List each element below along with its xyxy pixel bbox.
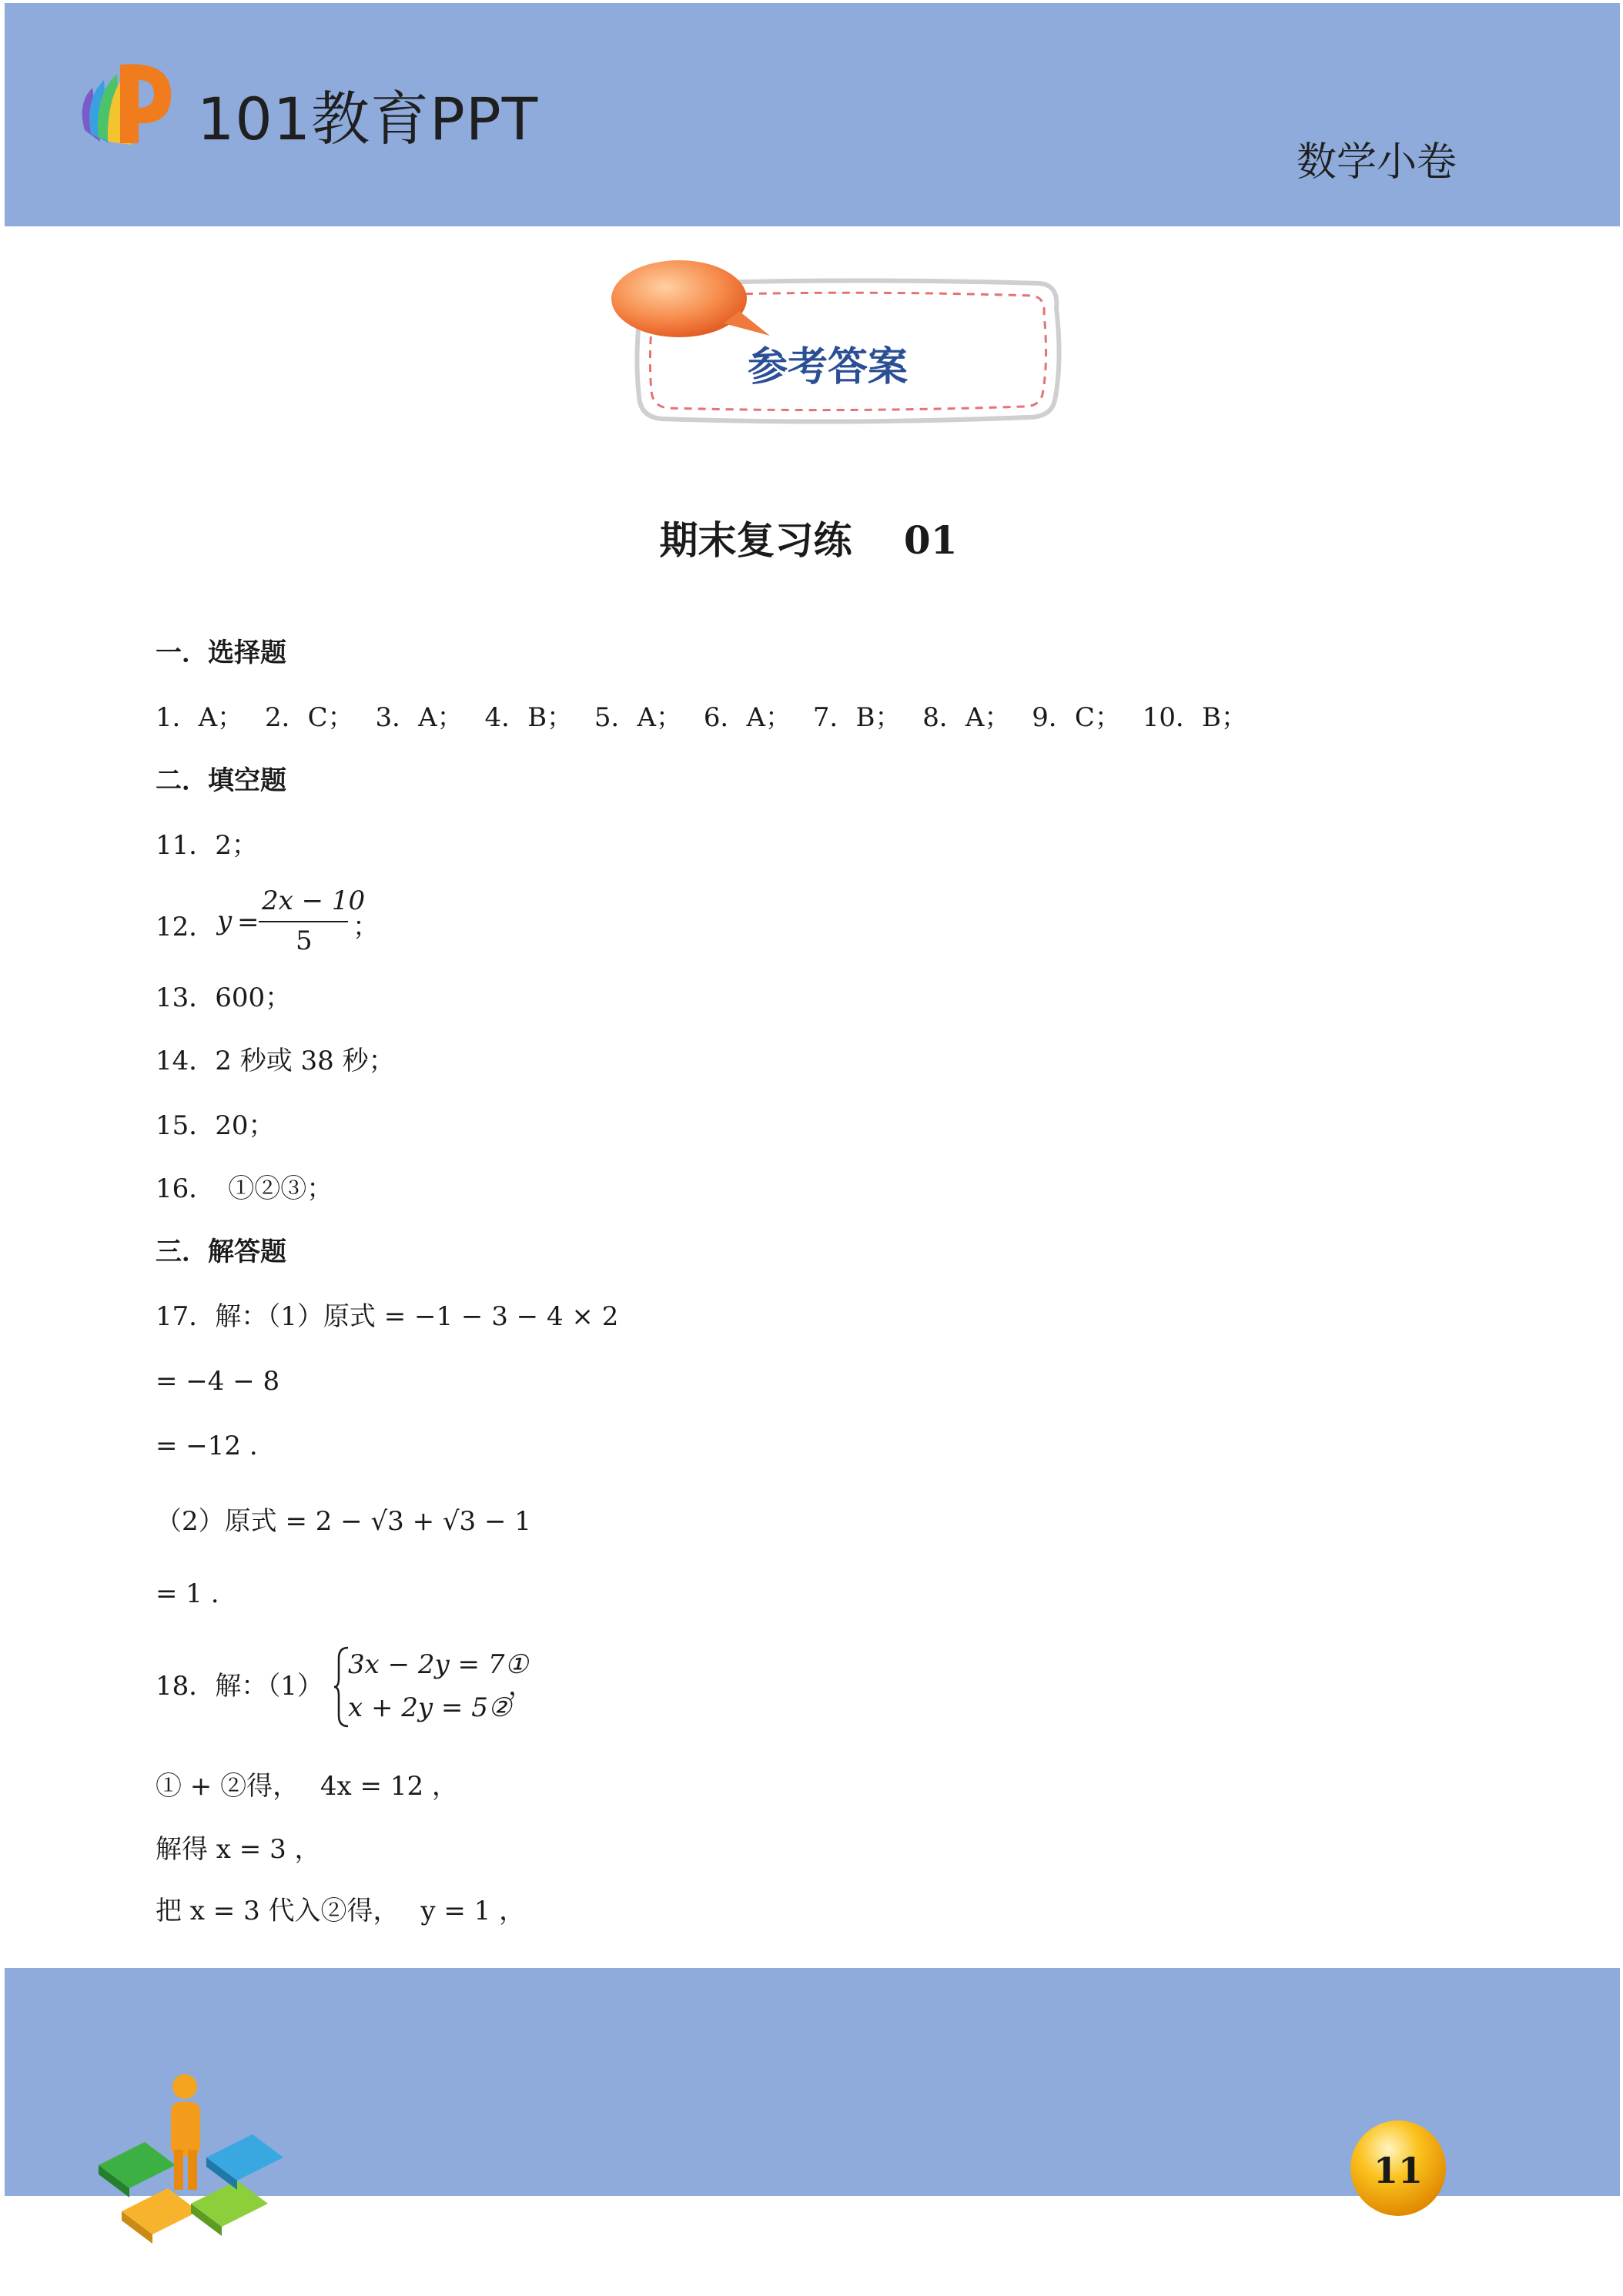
q17-line-4: （2）原式 = 2 − √3 + √3 − 1 <box>156 1506 531 1537</box>
answer-badge-label: 参考答案 <box>747 344 908 390</box>
q17-line-2: = −4 − 8 <box>156 1366 280 1397</box>
answer-q11: 11．2； <box>156 830 258 861</box>
q18-line-3: 把 x = 3 代入②得， y = 1 ， <box>156 1896 526 1926</box>
q17-line-1: 17．解：（1）原式 = −1 − 3 − 4 × 2 <box>156 1301 619 1332</box>
system-equation-1: 3x − 2y = 7① <box>348 1649 528 1680</box>
answer-q16: 16． ①②③； <box>156 1173 333 1204</box>
q17-line-3: = −12 . <box>156 1431 258 1461</box>
answer-q13: 13．600； <box>156 982 292 1013</box>
answer-q12-suffix: ； <box>353 912 379 942</box>
q18-line-1: ① + ②得， 4x = 12 ， <box>156 1771 458 1802</box>
answer-q14: 14．2 秒或 38 秒； <box>156 1046 395 1076</box>
page-title: 期末复习练 01 <box>659 517 958 563</box>
answer-q12-equals: = <box>237 907 259 938</box>
brand-logo-icon <box>77 57 177 157</box>
q18-intro: 18．解：（1） <box>156 1671 323 1702</box>
person-on-tiles-icon <box>91 2073 291 2250</box>
brand-name: 101教育PPT <box>197 85 539 153</box>
fraction-bar <box>259 921 348 922</box>
q18-line-2: 解得 x = 3 ， <box>156 1834 321 1865</box>
section-heading-solve: 三．解答题 <box>156 1237 286 1267</box>
system-equation-2: x + 2y = 5② <box>348 1692 512 1723</box>
system-comma: ， <box>508 1671 534 1702</box>
section-heading-fill: 二．填空题 <box>156 765 286 796</box>
answer-q12-number: 12． <box>156 912 216 942</box>
choice-answers: 1．A； 2．C； 3．A； 4．B； 5．A； 6．A； 7．B； 8．A； 9．C； 10．B； <box>156 702 1247 733</box>
section-heading-choice: 一．选择题 <box>156 638 286 668</box>
fraction-denominator: 5 <box>296 925 313 956</box>
q17-line-5: = 1 . <box>156 1578 219 1609</box>
answer-q15: 15．20； <box>156 1110 275 1141</box>
page-number: 11 <box>1373 2150 1423 2191</box>
answer-q12-variable: y <box>217 905 233 936</box>
paper-kind-label: 数学小卷 <box>1297 139 1457 186</box>
fraction-numerator: 2x − 10 <box>262 885 366 916</box>
